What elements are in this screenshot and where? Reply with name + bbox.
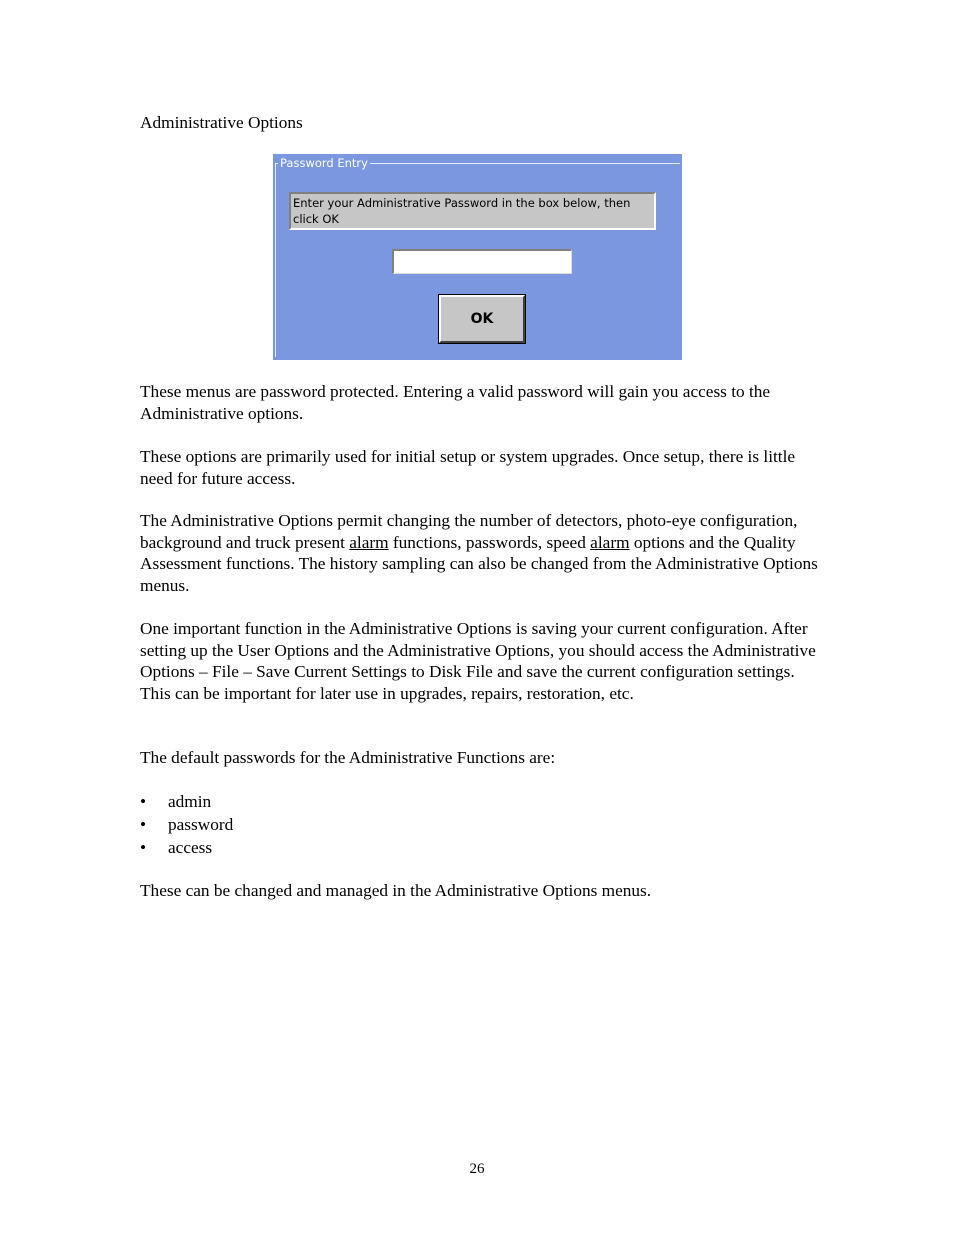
bullet-icon: • <box>140 792 147 811</box>
ok-button[interactable]: OK <box>439 295 525 343</box>
bullet-icon: • <box>140 838 147 857</box>
alarm-term-1: alarm <box>349 532 389 552</box>
list-item <box>140 814 540 837</box>
default-passwords-list <box>140 791 540 860</box>
paragraph-admin-options-permit <box>140 510 820 596</box>
bullet-icon: • <box>140 815 147 834</box>
list-item <box>140 837 540 860</box>
password-entry-dialog <box>273 154 682 360</box>
paragraph-changeable-note: These can be changed and managed in the Administrative Options menus. <box>140 881 652 900</box>
paragraph-password-protected: These menus are password protected. Entering a valid password will gain you access to the Administrative options. <box>140 382 771 423</box>
list-item-text: admin <box>168 792 212 811</box>
paragraph-setup-usage: These options are primarily used for initial setup or system upgrades. Once setup, there is little need for future access. <box>140 447 796 488</box>
section-heading: Administrative Options <box>140 113 303 132</box>
paragraph-text: The Administrative Options permit changing the number of detectors, photo-eye configuration, background and truck present <box>140 511 798 552</box>
paragraph-save-configuration: One important function in the Administrative Options is saving your current configuration. After setting up the User Options and the Administrative Options, you should access the Administrative Options – File – Save Current Settings to Disk File and save the current configuration settings. This can be important for later use in upgrades, repairs, restoration, etc. <box>140 619 816 703</box>
paragraph-text: functions, passwords, speed <box>388 532 591 552</box>
list-item-text: password <box>168 815 234 834</box>
page-number: 26 <box>469 1161 485 1177</box>
paragraph-default-passwords-intro: The default passwords for the Administrative Functions are: <box>140 748 556 767</box>
list-item <box>140 791 540 814</box>
paragraph-text: options and the Quality Assessment functions. The history sampling can also be changed from the Administrative Options menus. <box>140 532 818 595</box>
password-instruction-text: Enter your Administrative Password in the box below, then click OK <box>289 192 656 230</box>
password-input[interactable] <box>392 249 572 274</box>
list-item-text: access <box>168 838 213 857</box>
alarm-term-2: alarm <box>590 532 630 552</box>
groupbox-title: Password Entry <box>280 156 368 170</box>
